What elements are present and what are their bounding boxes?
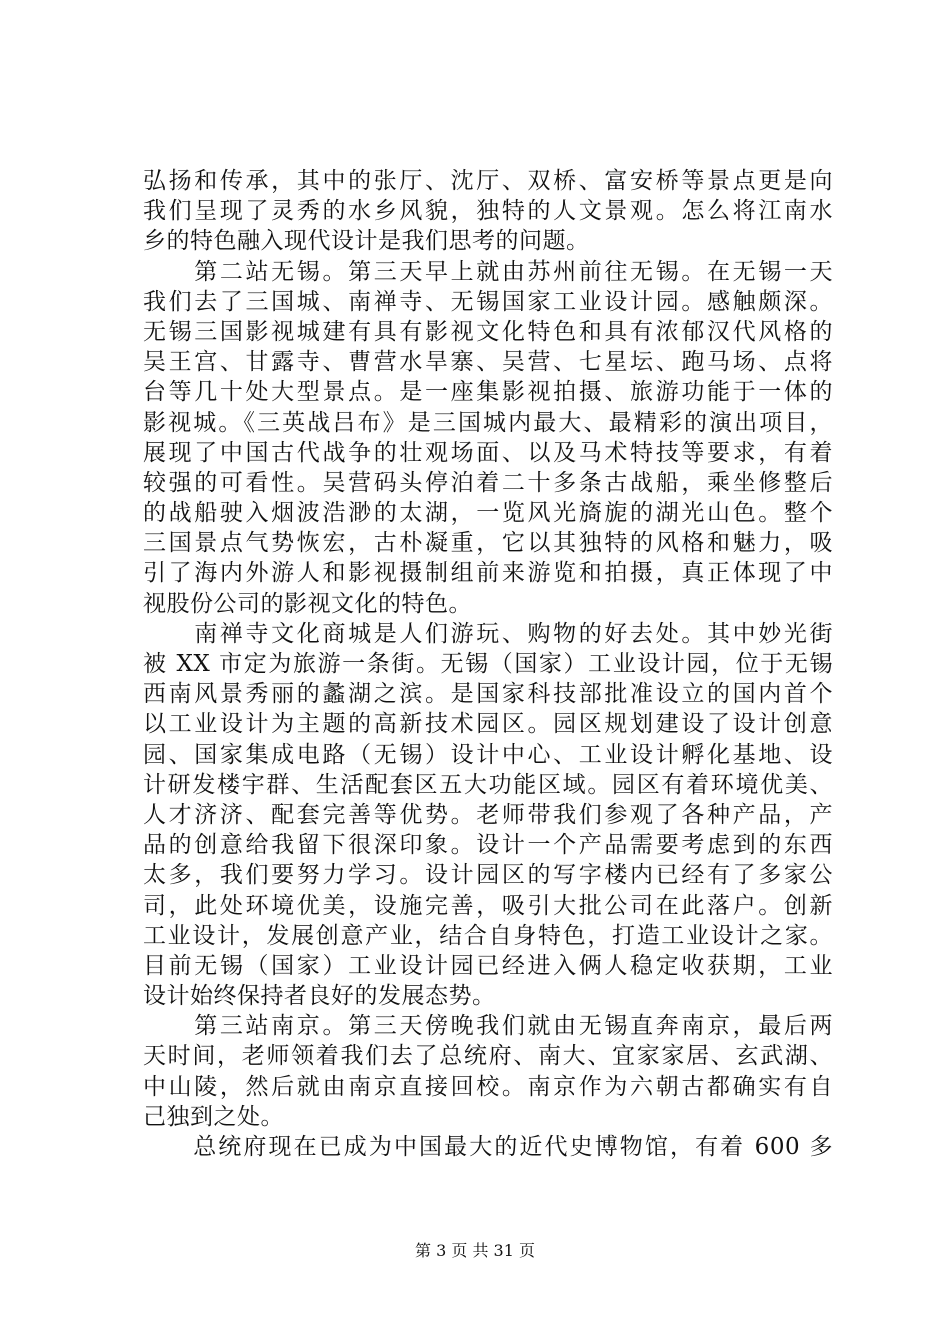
text-line: 影视城。《三英战吕布》是三国城内最大、最精彩的演出项目， — [143, 409, 833, 436]
text-line: 以工业设计为主题的高新技术园区。园区规划建设了设计创意 — [143, 711, 833, 738]
text-line: 人才济济、配套完善等优势。老师带我们参观了各种产品，产 — [143, 801, 833, 828]
text-line: 南禅寺文化商城是人们游玩、购物的好去处。其中妙光街 — [143, 620, 833, 647]
text-line: 西南风景秀丽的蠡湖之滨。是国家科技部批准设立的国内首个 — [143, 681, 833, 708]
text-line: 工业设计，发展创意产业，结合自身特色，打造工业设计之家。 — [143, 922, 833, 949]
text-line: 引了海内外游人和影视摄制组前来游览和拍摄，真正体现了中 — [143, 560, 833, 587]
text-line: 天时间，老师领着我们去了总统府、南大、宜家家居、玄武湖、 — [143, 1043, 833, 1070]
text-line: 总统府现在已成为中国最大的近代史博物馆，有着 600 多 — [143, 1134, 833, 1160]
text-line: 设计始终保持者良好的发展态势。 — [143, 983, 496, 1010]
text-line: 中山陵，然后就由南京直接回校。南京作为六朝古都确实有自 — [143, 1073, 833, 1100]
text-line: 三国景点气势恢宏，古朴凝重，它以其独特的风格和魅力，吸 — [143, 530, 833, 557]
text-line: 的战船驶入烟波浩渺的太湖，一览风光旖旎的湖光山色。整个 — [143, 500, 833, 527]
text-line: 较强的可看性。吴营码头停泊着二十多条古战船，乘坐修整后 — [143, 469, 833, 496]
text-line: 我们呈现了灵秀的水乡风貌，独特的人文景观。怎么将江南水 — [143, 198, 833, 225]
text-line: 计研发楼宇群、生活配套区五大功能区域。园区有着环境优美、 — [143, 771, 833, 798]
text-line: 吴王宫、甘露寺、曹营水旱寨、吴营、七星坛、跑马场、点将 — [143, 349, 833, 376]
text-line: 品的创意给我留下很深印象。设计一个产品需要考虑到的东西 — [143, 832, 833, 859]
text-line: 被 XX 市定为旅游一条街。无锡（国家）工业设计园，位于无锡 — [143, 651, 833, 677]
text-line: 我们去了三国城、南禅寺、无锡国家工业设计园。感触颇深。 — [143, 288, 833, 315]
text-line: 第三站南京。第三天傍晚我们就由无锡直奔南京，最后两 — [143, 1013, 833, 1040]
text-line: 无锡三国影视城建有具有影视文化特色和具有浓郁汉代风格的 — [143, 318, 833, 345]
text-line: 乡的特色融入现代设计是我们思考的问题。 — [143, 228, 590, 255]
text-line: 弘扬和传承，其中的张厅、沈厅、双桥、富安桥等景点更是向 — [143, 168, 833, 194]
text-line: 园、国家集成电路（无锡）设计中心、工业设计孵化基地、设 — [143, 741, 833, 768]
text-line: 目前无锡（国家）工业设计园已经进入俩人稳定收获期，工业 — [143, 952, 833, 979]
text-line: 视股份公司的影视文化的特色。 — [143, 590, 472, 617]
document-body — [143, 166, 833, 1162]
text-line: 司，此处环境优美，设施完善，吸引大批公司在此落户。创新 — [143, 892, 833, 919]
text-line: 太多，我们要努力学习。设计园区的写字楼内已经有了多家公 — [143, 862, 833, 889]
text-line: 第二站无锡。第三天早上就由苏州前往无锡。在无锡一天 — [143, 258, 833, 285]
text-line: 己独到之处。 — [143, 1103, 284, 1130]
page-footer: 第 3 页 共 31 页 — [415, 1241, 535, 1260]
text-line: 台等几十处大型景点。是一座集影视拍摄、旅游功能于一体的 — [143, 379, 833, 406]
text-line: 展现了中国古代战争的壮观场面、以及马术特技等要求，有着 — [143, 439, 833, 466]
